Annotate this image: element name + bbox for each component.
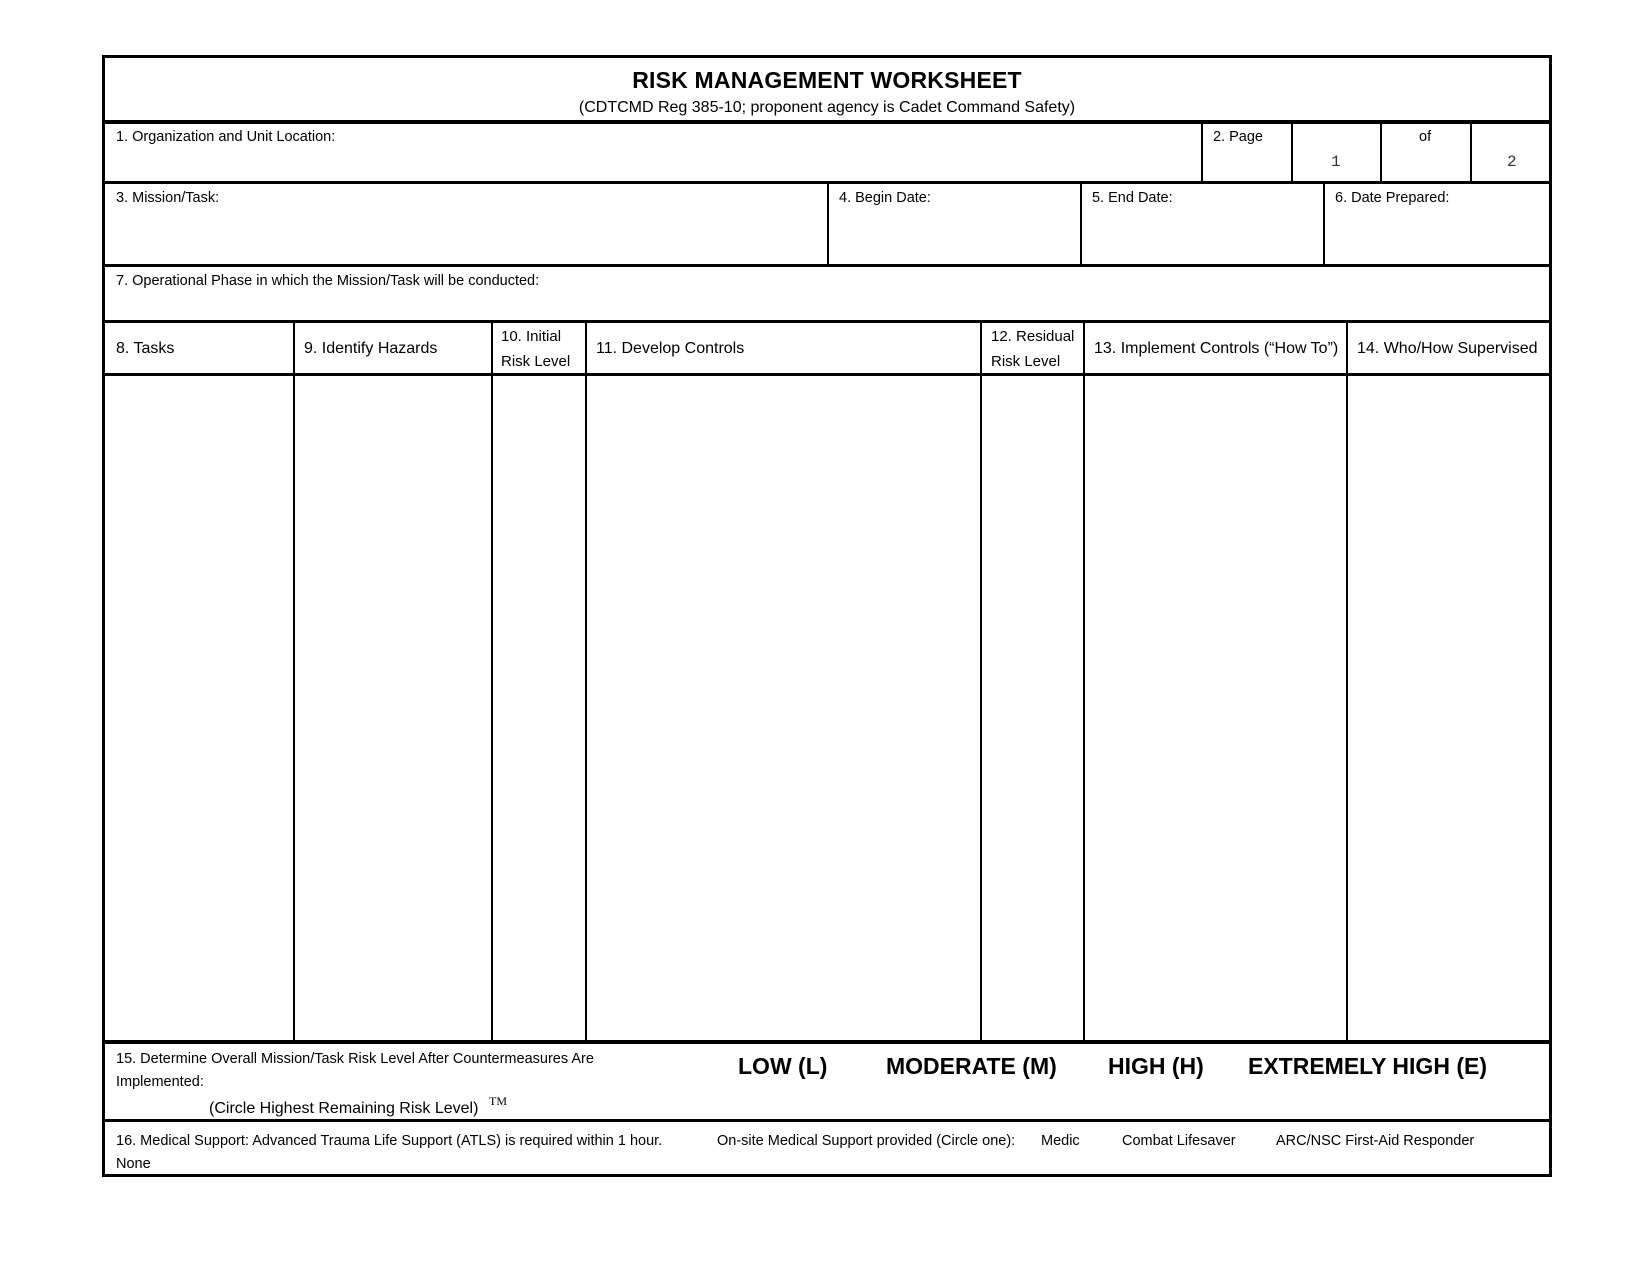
risk-moderate-option[interactable]: MODERATE (M) [886,1053,1057,1079]
divider [293,322,295,1042]
divider [105,320,1549,323]
col-implement-header: 13. Implement Controls (“How To”) [1094,340,1339,357]
col-controls-header: 11. Develop Controls [596,340,745,357]
trademark: TM [489,1094,507,1108]
divider [1201,122,1203,183]
combat-lifesaver-option[interactable]: Combat Lifesaver [1122,1133,1236,1149]
supervised-cell[interactable] [1349,376,1547,1040]
none-option[interactable]: None [116,1156,151,1172]
total-pages-field[interactable]: 2 [1507,153,1517,171]
divider [105,120,1549,124]
mission-task-field[interactable]: 3. Mission/Task: [116,190,220,206]
divider [1380,122,1382,183]
col-initial-risk-header-2: Risk Level [501,353,571,370]
col-tasks-header: 8. Tasks [116,340,175,357]
divider [1323,183,1325,266]
divider [1291,122,1293,183]
divider [827,183,829,266]
operational-phase-field[interactable]: 7. Operational Phase in which the Mission/Task will be conducted: [116,273,540,289]
risk-low-option[interactable]: LOW (L) [738,1053,828,1079]
col-initial-risk-header: 10. Initial [501,328,562,345]
first-aid-responder-option[interactable]: ARC/NSC First-Aid Responder [1276,1133,1475,1149]
col-hazards-header: 9. Identify Hazards [304,340,438,357]
col-residual-risk-header-2: Risk Level [991,353,1061,370]
divider [105,1119,1549,1122]
divider [1346,322,1348,1042]
divider [1470,122,1472,183]
org-location-field[interactable]: 1. Organization and Unit Location: [116,129,336,145]
controls-cell[interactable] [588,376,979,1040]
hazards-cell[interactable] [296,376,490,1040]
risk-extremely-high-option[interactable]: EXTREMELY HIGH (E) [1248,1053,1487,1079]
divider [585,322,587,1042]
divider [980,322,982,1042]
overall-risk-label-2: Implemented: [116,1074,204,1090]
divider [1083,322,1085,1042]
risk-management-worksheet [102,55,1552,1177]
circle-note: (Circle Highest Remaining Risk Level) [209,1100,479,1117]
col-supervised-header: 14. Who/How Supervised [1357,340,1538,357]
medic-option[interactable]: Medic [1041,1133,1080,1149]
of-label: of [1419,129,1432,145]
initial-risk-cell[interactable] [494,376,584,1040]
date-prepared-field[interactable]: 6. Date Prepared: [1335,190,1450,206]
form-subtitle: (CDTCMD Reg 385-10; proponent agency is Cadet Command Safety) [578,99,1076,116]
risk-high-option[interactable]: HIGH (H) [1108,1053,1204,1079]
divider [1080,183,1082,266]
overall-risk-label: 15. Determine Overall Mission/Task Risk Level After Countermeasures Are [116,1051,594,1067]
begin-date-field[interactable]: 4. Begin Date: [839,190,931,206]
divider [491,322,493,1042]
form-title: RISK MANAGEMENT WORKSHEET [632,67,1022,93]
page-number-field[interactable]: 1 [1331,153,1341,171]
tasks-cell[interactable] [107,376,292,1040]
residual-risk-cell[interactable] [983,376,1082,1040]
divider [105,1040,1549,1044]
onsite-medical-label: On-site Medical Support provided (Circle one): [717,1133,1016,1149]
implement-cell[interactable] [1086,376,1345,1040]
page-label: 2. Page [1213,129,1263,145]
end-date-field[interactable]: 5. End Date: [1092,190,1173,206]
col-residual-risk-header: 12. Residual [991,328,1075,345]
medical-support-text: 16. Medical Support: Advanced Trauma Life Support (ATLS) is required within 1 hour. [116,1133,663,1149]
